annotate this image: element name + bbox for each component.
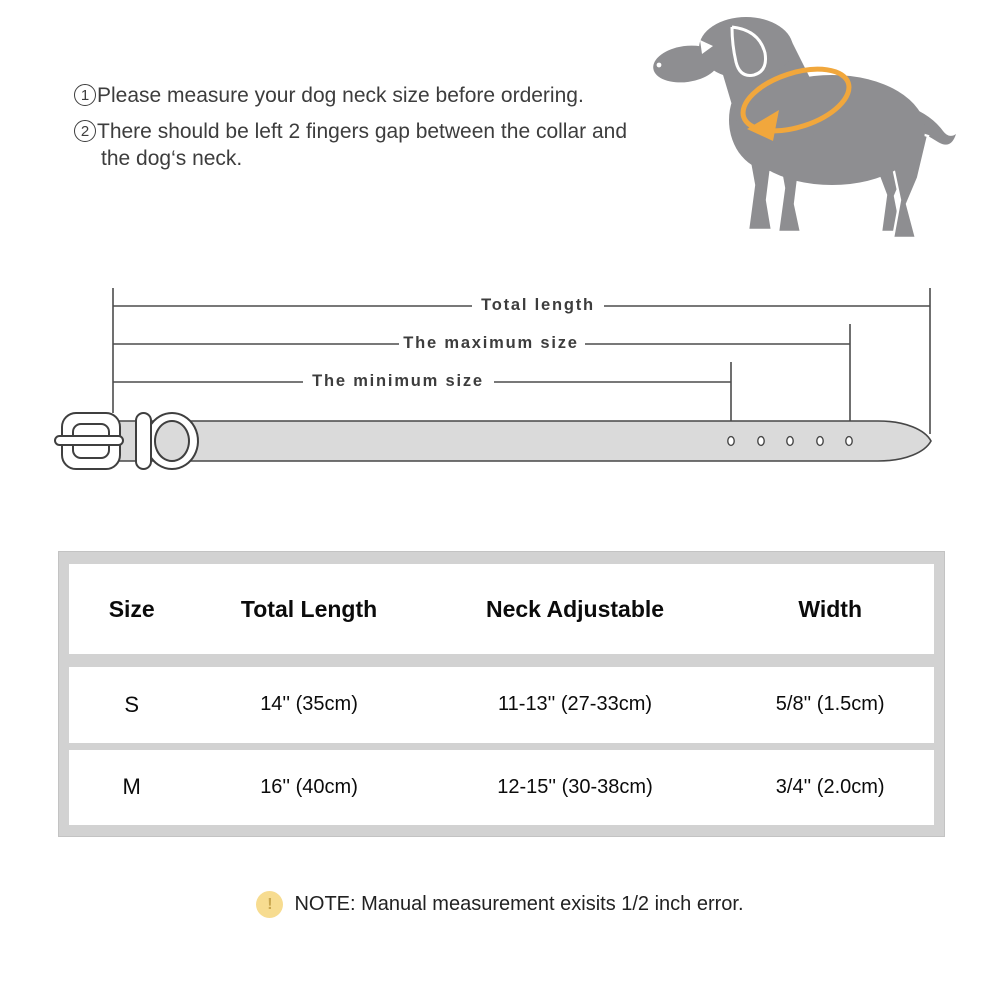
collar-strap [100, 421, 931, 461]
instruction-item-1 [74, 82, 654, 109]
size-table [58, 551, 945, 837]
neck-adjustable-value: 12-15'' (30-38cm) [497, 775, 653, 798]
dog-nose-dot [657, 63, 662, 68]
instruction-text-2: There should be left 2 fingers gap between the collar and the dog‘s neck. [97, 120, 628, 170]
circled-two-icon: 2 [74, 120, 96, 142]
collar-hole [787, 437, 793, 446]
header-size: Size [108, 595, 155, 622]
header-neck-adjustable: Neck Adjustable [485, 595, 665, 622]
note-row [0, 891, 1000, 918]
instruction-item-2 [74, 118, 654, 172]
circled-one-icon: 1 [74, 84, 96, 106]
total-length-label: Total length [481, 296, 595, 314]
neck-adjustable-value: 11-13'' (27-33cm) [498, 693, 653, 716]
header-total-length: Total Length [240, 595, 378, 622]
size-value: M [122, 774, 141, 800]
table-row-m [69, 750, 934, 825]
width-value: 5/8'' (1.5cm) [775, 693, 885, 716]
instruction-text-1: Please measure your dog neck size before ordering. [97, 84, 584, 107]
width-value: 3/4'' (2.0cm) [775, 775, 885, 798]
header-width: Width [798, 595, 863, 622]
collar-buckle-pin [55, 436, 123, 445]
size-value: S [124, 691, 140, 717]
exclamation-icon: ! [256, 891, 283, 918]
collar-hole [758, 437, 764, 446]
collar-keeper [136, 413, 151, 469]
total-length-value: 16'' (40cm) [260, 775, 358, 798]
dog-silhouette [650, 8, 965, 256]
collar-hole [817, 437, 823, 446]
collar-hole [846, 437, 852, 446]
table-row-s [69, 667, 934, 742]
note-text: NOTE: Manual measurement exisits 1/2 inch error. [294, 893, 744, 915]
instructions [74, 82, 654, 172]
size-table-header-row [69, 564, 934, 654]
maximum-size-label: The maximum size [403, 334, 579, 352]
collar-hole [728, 437, 734, 446]
minimum-size-label: The minimum size [312, 372, 484, 390]
total-length-value: 14'' (35cm) [260, 693, 358, 716]
